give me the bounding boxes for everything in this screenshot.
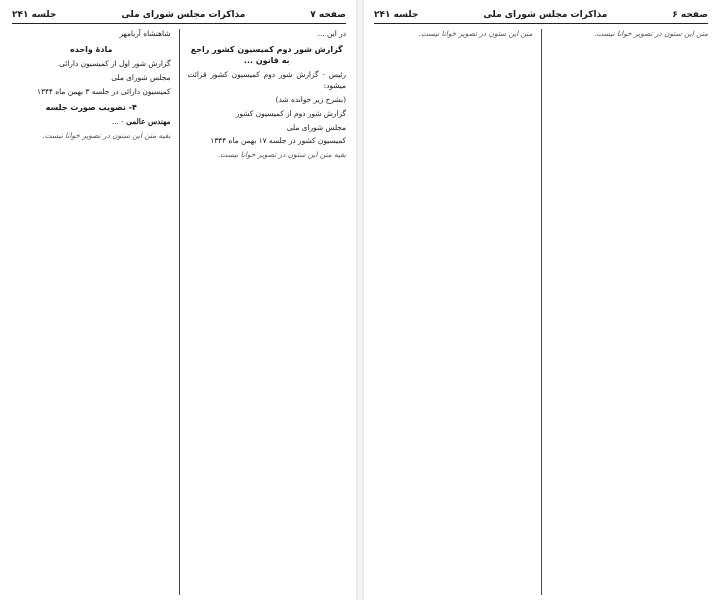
columns	[12, 29, 346, 595]
paragraph: شاهنشاه آریامهر	[119, 29, 171, 38]
page-title: مذاکرات مجلس شورای ملی	[483, 10, 608, 20]
text-column-right	[188, 29, 347, 595]
paragraph: رئیس - گزارش شور دوم کمیسیون کشور قرائت میشود:	[187, 69, 346, 90]
session-number: جلسه ۲۴۱	[12, 10, 57, 20]
paragraph: (بشرح زیر خوانده شد)	[275, 94, 346, 104]
page-header	[12, 8, 346, 24]
page-number: صفحه ۷	[310, 10, 346, 20]
paragraph: مجلس شورای ملی	[111, 72, 171, 82]
speaker-text: ...	[111, 116, 119, 126]
page-left	[0, 0, 356, 600]
session-number: جلسه ۲۴۱	[374, 10, 419, 20]
speaker-separator: -	[118, 116, 127, 126]
paragraph: گزارش شور اول از کمیسیون دارائی	[59, 58, 171, 68]
section-heading: ۴- تصویب صورت جلسه	[45, 102, 137, 112]
page-number: صفحه ۶	[672, 10, 708, 20]
illegible-note: متن این ستون در تصویر خوانا نیست.	[418, 29, 533, 38]
paragraph: کمیسیون دارائی در جلسه ۳ بهمن ماه ۱۳۴۴	[37, 86, 171, 96]
illegible-note: بقیه متن این ستون در تصویر خوانا نیست.	[42, 130, 171, 140]
column-divider	[541, 29, 542, 595]
section-heading: گزارش شور دوم کمیسیون کشور راجع به قانون ...	[190, 44, 343, 65]
column-divider	[179, 29, 180, 595]
columns	[374, 29, 708, 595]
paragraph: مجلس شورای ملی	[286, 122, 346, 132]
page-header	[374, 8, 708, 24]
page-title: مذاکرات مجلس شورای ملی	[121, 10, 246, 20]
illegible-note: بقیه متن این ستون در تصویر خوانا نیست.	[217, 150, 346, 160]
illegible-note: متن این ستون در تصویر خوانا نیست.	[594, 29, 708, 38]
paragraph: گزارش شور دوم از کمیسیون کشور	[235, 108, 346, 118]
text-column-left	[12, 29, 171, 595]
text-column-right	[550, 29, 709, 595]
book-gutter	[356, 0, 364, 600]
speaker-paragraph	[12, 117, 171, 128]
paragraph: در این ...	[317, 29, 346, 38]
paragraph: کمیسیون کشور در جلسه ۱۷ بهمن ماه ۱۳۴۴	[210, 136, 346, 146]
speaker-name: مهندس عالمی	[126, 116, 171, 126]
text-column-left	[374, 29, 533, 595]
section-heading: مادهٔ واحده	[70, 44, 113, 54]
page-right	[364, 0, 720, 600]
